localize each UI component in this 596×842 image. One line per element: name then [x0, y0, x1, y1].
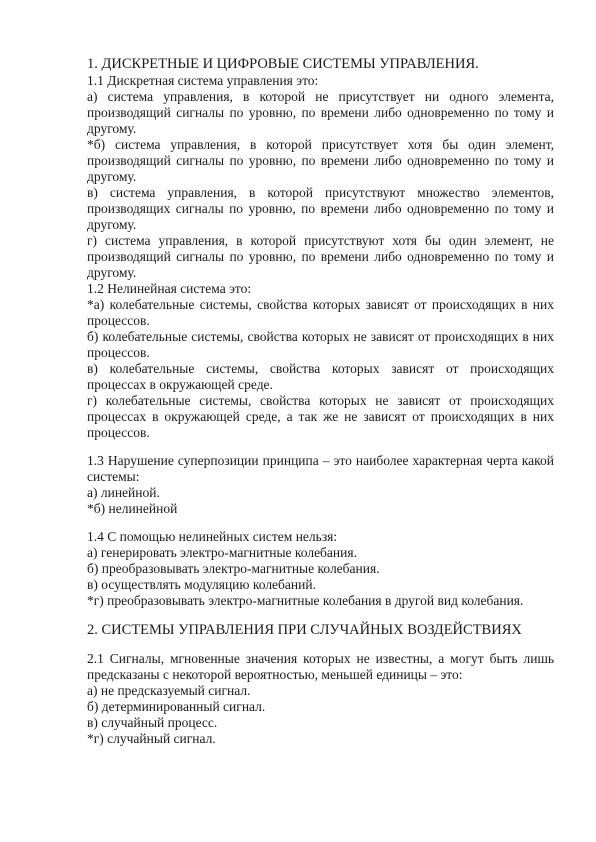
answer-2-1-b: б) детерминированный сигнал. [87, 699, 266, 714]
answer-1-1-d: г) система управления, в которой присутствуют хотя бы один элемент, не производящий сигналы по уровню, по времени либо одновременно по тому и другому. [87, 233, 554, 280]
spacer [87, 517, 554, 529]
answer-1-2-c: в) колебательные системы, свойства которых зависят от происходящих процессах в окружающей среде. [87, 361, 554, 392]
answer-1-2-a: *а) колебательные системы, свойства которых зависят от происходящих в них процессов. [87, 297, 554, 328]
question-1-1: 1.1 Дискретная система управления это: [87, 73, 319, 88]
answer-1-4-b: б) преобразовывать электро-магнитные колебания. [87, 561, 380, 576]
document-page [87, 55, 554, 747]
answer-1-4-d: *г) преобразовывать электро-магнитные колебания в другой вид колебания. [87, 593, 524, 608]
spacer [87, 639, 554, 651]
spacer [87, 441, 554, 453]
question-2-1: 2.1 Сигналы, мгновенные значения которых не известны, а могут быть лишь предсказаны с некоторой вероятностью, меньшей единицы – это: [87, 651, 554, 682]
spacer [87, 609, 554, 621]
answer-1-3-b: *б) нелинейной [87, 501, 178, 516]
question-1-4: 1.4 С помощью нелинейных систем нельзя: [87, 529, 338, 544]
answer-2-1-a: а) не предсказуемый сигнал. [87, 683, 251, 698]
answer-1-1-c: в) система управления, в которой присутствуют множество элементов, производящих сигналы по уровню, по времени либо одновременно по тому и другому. [87, 185, 554, 232]
answer-1-2-b: б) колебательные системы, свойства которых не зависят от происходящих в них процессов. [87, 329, 554, 360]
question-1-3: 1.3 Нарушение суперпозиции принципа – это наиболее характерная черта какой системы: [87, 453, 554, 484]
answer-2-1-d: *г) случайный сигнал. [87, 731, 216, 746]
answer-1-2-d: г) колебательные системы, свойства которых не зависят от происходящих процессах в окружающей среде, а так же не зависят от происходящих в них процессов. [87, 393, 554, 440]
answer-1-4-a: а) генерировать электро-магнитные колебания. [87, 545, 357, 560]
answer-1-3-a: а) линейной. [87, 485, 160, 500]
answer-1-1-b: *б) система управления, в которой присутствует хотя бы один элемент, производящий сигналы по уровню, по времени либо одновременно по тому и другому. [87, 137, 554, 184]
section-2-title: 2. СИСТЕМЫ УПРАВЛЕНИЯ ПРИ СЛУЧАЙНЫХ ВОЗДЕЙСТВИЯХ [87, 622, 522, 638]
answer-2-1-c: в) случайный процесс. [87, 715, 218, 730]
question-1-2: 1.2 Нелинейная система это: [87, 281, 252, 296]
answer-1-4-c: в) осуществлять модуляцию колебаний. [87, 577, 316, 592]
section-1-title: 1. ДИСКРЕТНЫЕ И ЦИФРОВЫЕ СИСТЕМЫ УПРАВЛЕНИЯ. [87, 56, 479, 72]
answer-1-1-a: а) система управления, в которой не присутствует ни одного элемента, производящий сигналы по уровню, по времени либо одновременно по тому и другому. [87, 89, 554, 136]
